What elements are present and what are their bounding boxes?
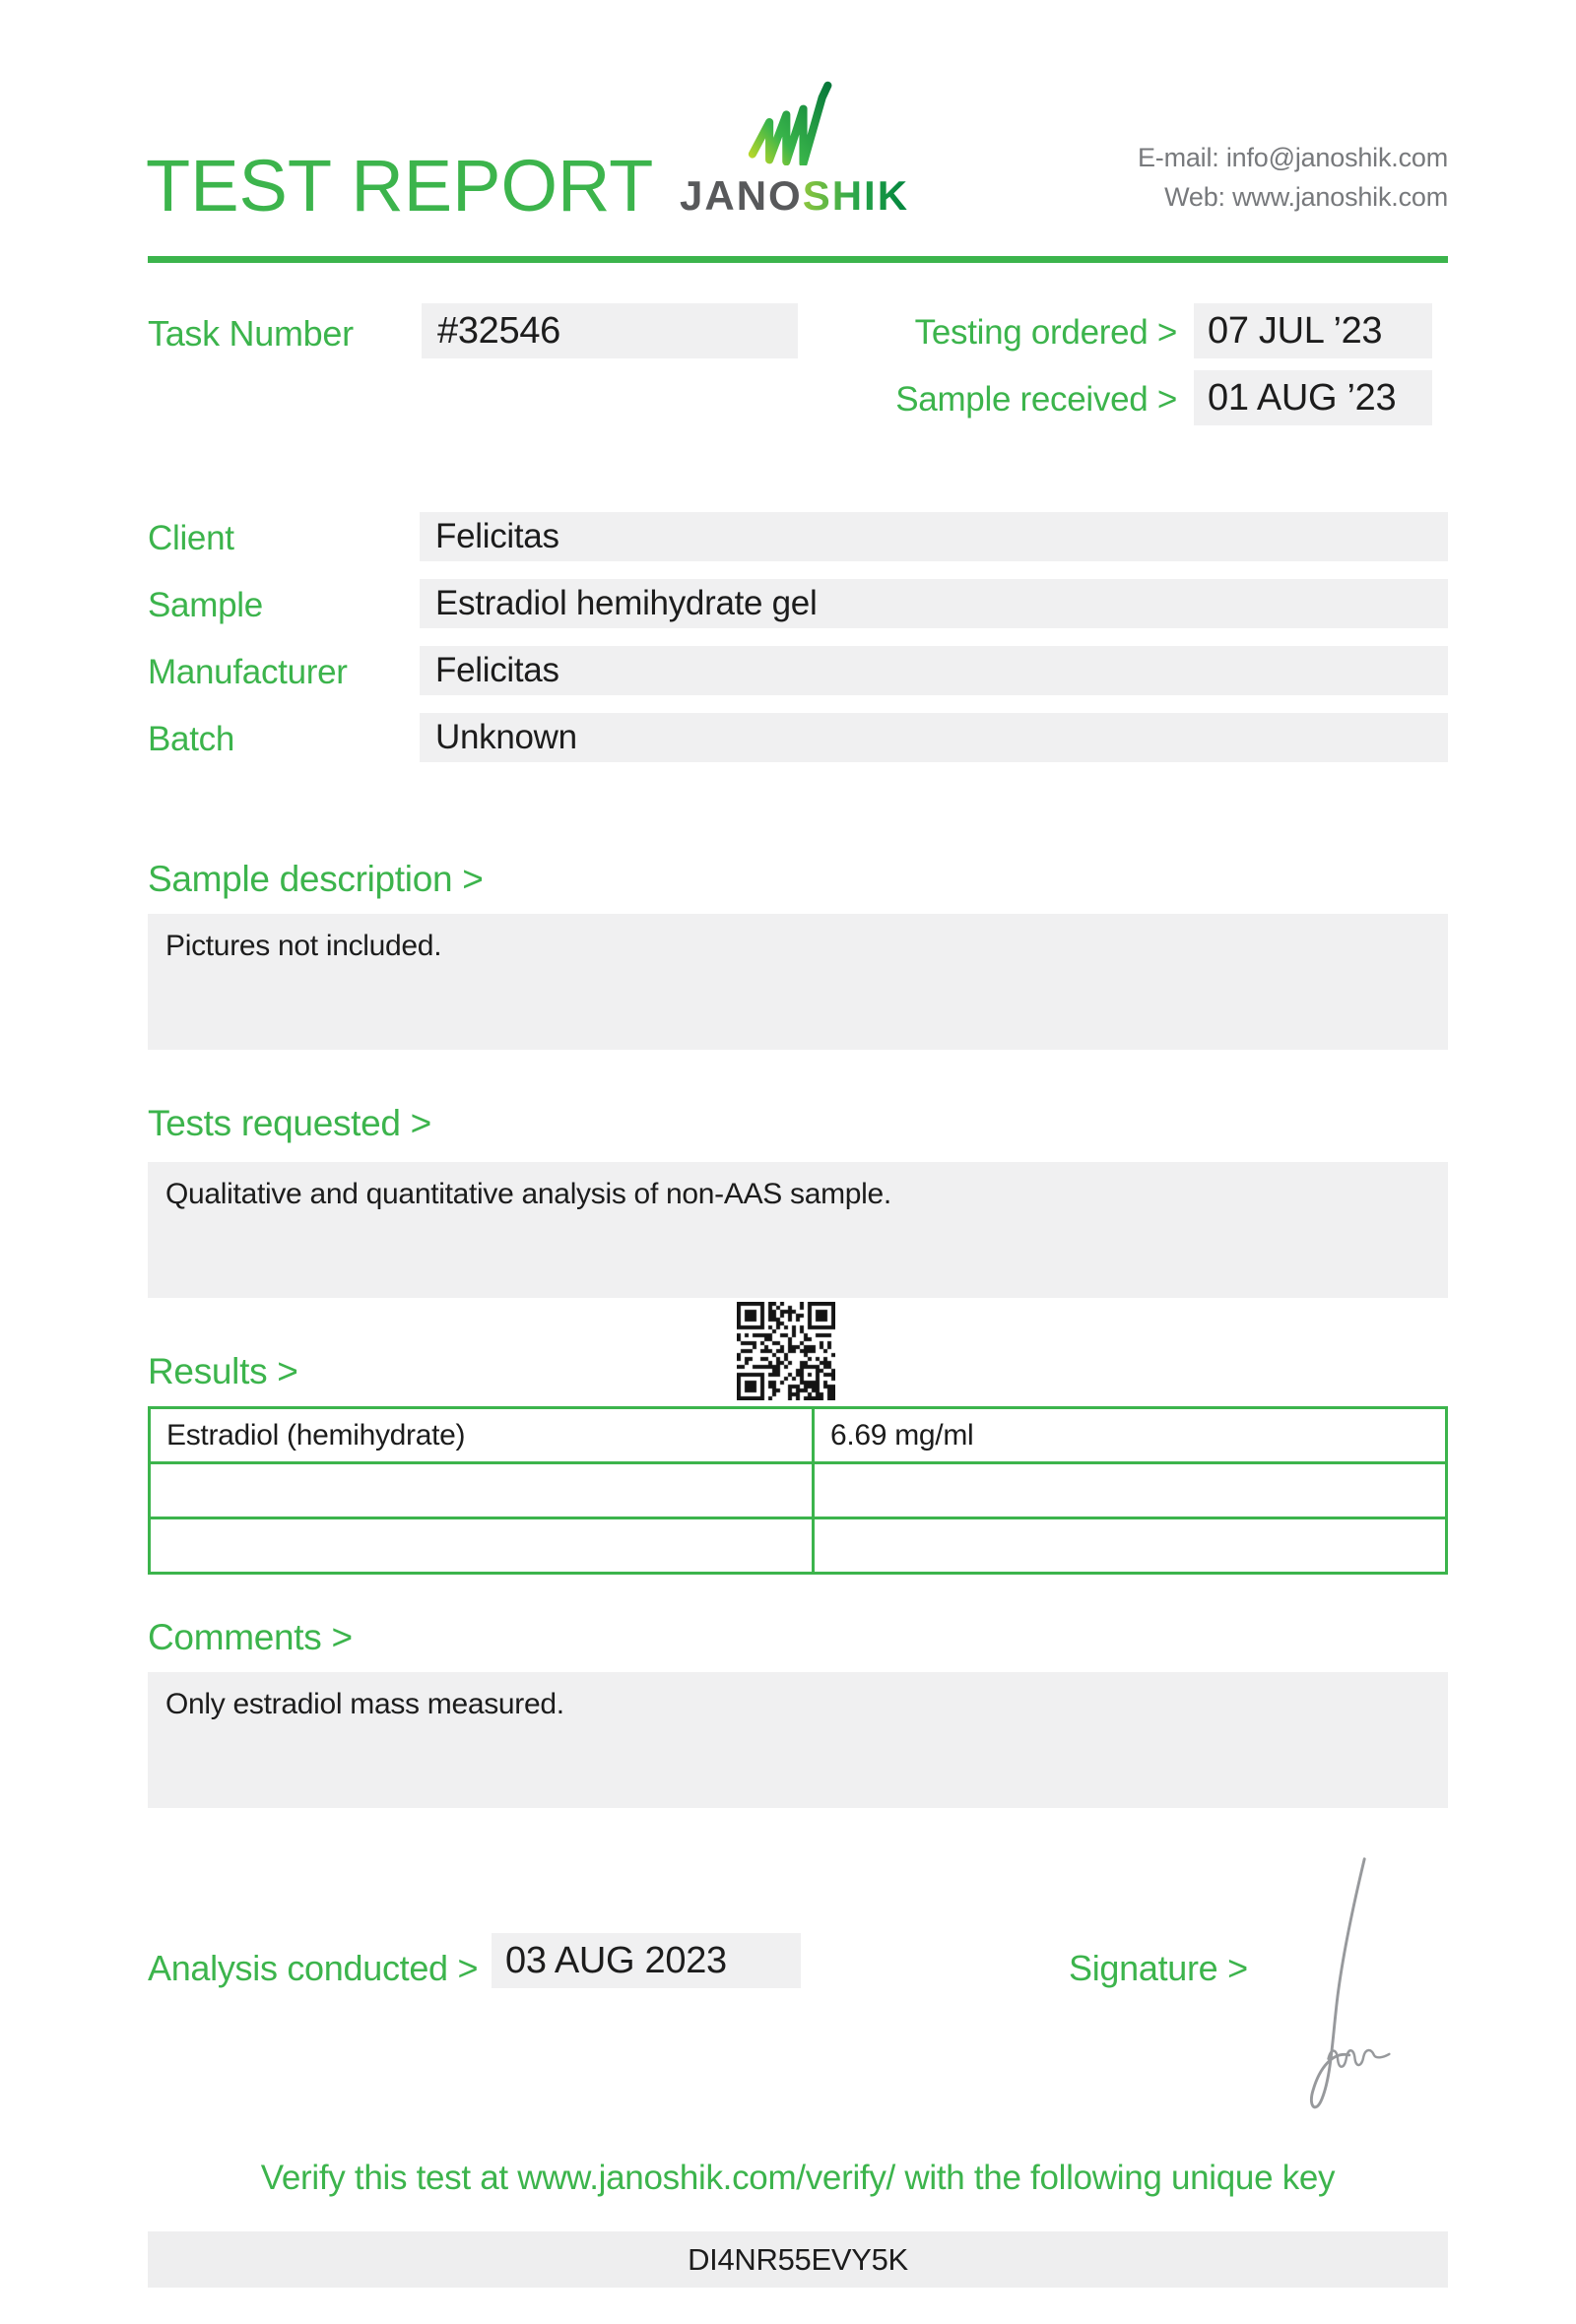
analysis-conducted-label: Analysis conducted > <box>148 1948 479 1988</box>
table-row <box>150 1408 1447 1463</box>
logo-word-jano: JANO <box>680 172 803 219</box>
contact-web: Web: www.janoshik.com <box>1164 182 1448 212</box>
contact-info <box>1138 138 1448 217</box>
verify-key: DI4NR55EVY5K <box>148 2231 1448 2288</box>
tests-requested-box <box>148 1162 1448 1298</box>
manufacturer-label: Manufacturer <box>148 653 348 691</box>
comments-box <box>148 1672 1448 1808</box>
result-substance-cell <box>150 1463 814 1518</box>
batch-label: Batch <box>148 720 234 758</box>
sample-description-box <box>148 914 1448 1050</box>
logo-word-shik: SHIK <box>802 172 910 219</box>
signature-label: Signature > <box>1069 1948 1248 1988</box>
sample-received-label: Sample received > <box>895 380 1177 419</box>
client-label: Client <box>148 519 234 557</box>
contact-email: E-mail: info@janoshik.com <box>1137 143 1448 172</box>
qr-code-image <box>737 1302 835 1400</box>
comments-header: Comments > <box>148 1617 353 1657</box>
manufacturer-value: Felicitas <box>420 646 1448 695</box>
logo-wordmark <box>680 172 910 220</box>
batch-value: Unknown <box>420 713 1448 762</box>
result-value-cell <box>814 1518 1447 1574</box>
header-divider <box>148 256 1448 263</box>
signature-scribble <box>1279 1851 1407 2137</box>
sample-received-value: 01 AUG ’23 <box>1194 370 1432 425</box>
analysis-conducted-value: 03 AUG 2023 <box>492 1933 801 1988</box>
sample-label: Sample <box>148 586 263 624</box>
results-table <box>148 1406 1448 1575</box>
testing-ordered-label: Testing ordered > <box>914 313 1177 352</box>
task-number-label: Task Number <box>148 313 354 354</box>
table-row <box>150 1463 1447 1518</box>
tests-requested-text: Qualitative and quantitative analysis of non-AAS sample. <box>165 1178 891 1210</box>
result-substance-cell: Estradiol (hemihydrate) <box>150 1408 814 1463</box>
client-value: Felicitas <box>420 512 1448 561</box>
sample-value: Estradiol hemihydrate gel <box>420 579 1448 628</box>
result-value-cell: 6.69 mg/ml <box>814 1408 1447 1463</box>
task-number-value: #32546 <box>422 303 798 358</box>
chart-growth-icon <box>746 81 840 165</box>
comments-text: Only estradiol mass measured. <box>165 1688 564 1720</box>
result-value-cell <box>814 1463 1447 1518</box>
verify-instruction: Verify this test at www.janoshik.com/verify/ with the following unique key <box>260 2159 1336 2197</box>
result-substance-cell <box>150 1518 814 1574</box>
tests-requested-header: Tests requested > <box>148 1103 431 1143</box>
janoshik-logo <box>680 81 910 220</box>
results-header: Results > <box>148 1351 298 1391</box>
sample-description-text: Pictures not included. <box>165 930 442 962</box>
table-row <box>150 1518 1447 1574</box>
sample-description-header: Sample description > <box>148 859 484 899</box>
page-title: TEST REPORT <box>146 145 654 226</box>
testing-ordered-value: 07 JUL ’23 <box>1194 303 1432 358</box>
